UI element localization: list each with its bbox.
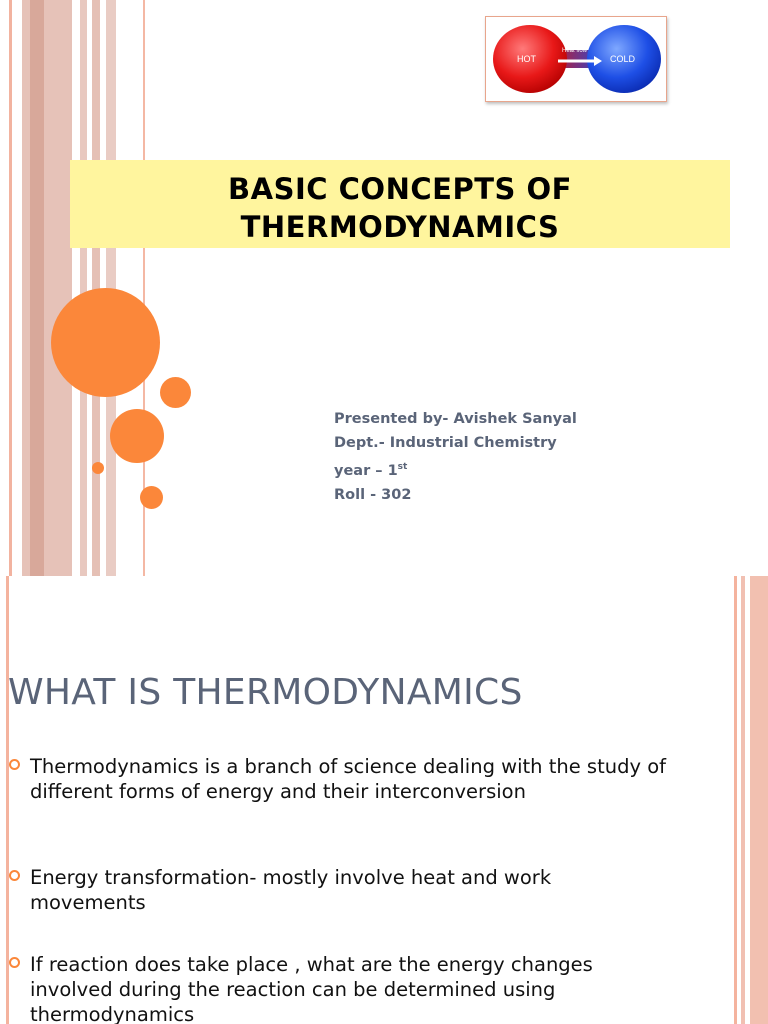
presenter-year (334, 455, 577, 483)
bullet-icon (9, 759, 20, 770)
slide-title-line-1: BASIC CONCEPTS OF (228, 172, 572, 206)
slide-heading: WHAT IS THERMODYNAMICS (8, 672, 523, 713)
decor-stripe (750, 576, 768, 1024)
decor-circle (140, 486, 163, 509)
bullet-text: If reaction does take place , what are the energy changes involved during the reaction can be determined using thermodynamics (30, 953, 593, 1024)
heat-flow-illustration (485, 16, 667, 102)
decor-circle (160, 377, 191, 408)
slide-title-line-2: THERMODYNAMICS (240, 210, 560, 244)
decor-circle-small (92, 462, 104, 474)
presenter-year-sup: st (397, 462, 408, 472)
decor-circle-large (51, 288, 160, 397)
decor-stripe (30, 0, 44, 576)
list-item (8, 754, 668, 804)
presenter-year-text: year – 1 (334, 463, 398, 479)
bullet-text: Energy transformation- mostly involve heat and work movements (30, 866, 552, 914)
content-slide (0, 576, 768, 1024)
title-band (70, 160, 730, 248)
bullet-icon (9, 870, 20, 881)
heat-flow-graphic (486, 17, 666, 101)
decor-stripe (80, 0, 87, 576)
heat-flow-label: Heat flow (562, 48, 588, 54)
bullet-text: Thermodynamics is a branch of science dealing with the study of different forms of energy and their interconversion (30, 755, 666, 803)
presenter-info (334, 407, 577, 507)
presenter-name: Presented by- Avishek Sanyal (334, 411, 577, 427)
decor-stripe (741, 576, 745, 1024)
decor-stripe (734, 576, 737, 1024)
decor-circle (110, 409, 164, 463)
presenter-dept: Dept.- Industrial Chemistry (334, 435, 557, 451)
presenter-roll: Roll - 302 (334, 487, 412, 503)
decor-stripe (9, 0, 12, 576)
list-item (8, 952, 668, 1024)
cold-label: COLD (610, 54, 636, 64)
bullet-icon (9, 957, 20, 968)
list-item (8, 865, 668, 915)
hot-label: HOT (517, 54, 536, 64)
